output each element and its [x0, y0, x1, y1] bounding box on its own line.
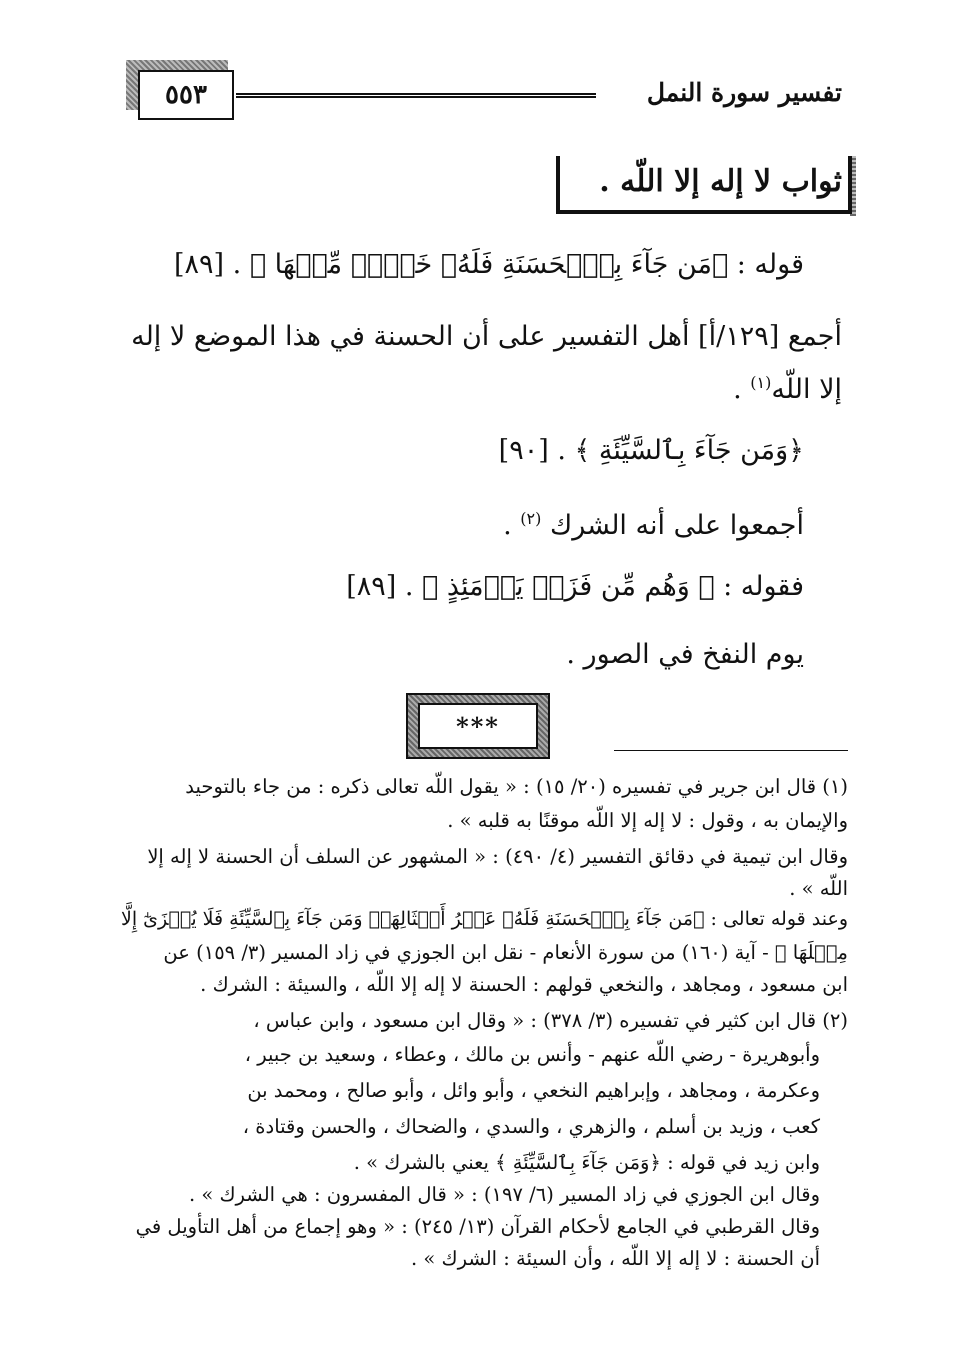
body-line-5-text: أجمعوا على أنه الشرك — [541, 510, 804, 541]
body-line-5 — [503, 500, 804, 545]
body-line-5-end: . — [503, 510, 521, 541]
body-line-3-text: إلا اللّه — [771, 374, 842, 405]
footnote-1-line-4: اللّه » . — [789, 877, 848, 900]
footnote-rule — [614, 750, 848, 751]
footnote-2-line-4: كعب ، وزيد بن أسلم ، والزهري ، والسدي ، والضحاك ، والحسن وقتادة ، — [242, 1115, 820, 1138]
footnote-1-line-7: ابن مسعود ، ومجاهد ، والنخعي قولهم : الحسنة لا إله إلا اللّه ، والسيئة : الشرك . — [200, 973, 848, 996]
body-line-7: يوم النفخ في الصور . — [566, 639, 804, 670]
body-line-4: ﴿وَمَن جَآءَ بِٱلسَّيِّئَةِ ﴾ . [٩٠] — [498, 435, 804, 466]
footnote-ref-1: (١) — [750, 373, 772, 392]
body-line-6: فقوله : ﴿ وَهُم مِّن فَزَعٖ يَوۡمَئِذٍ ﴾ . [٨٩] — [346, 571, 804, 602]
footnote-ref-2: (٢) — [520, 509, 542, 528]
section-heading: ثواب لا إله إلا اللّه . — [599, 164, 842, 199]
footnote-2-line-6: وقال ابن الجوزي في زاد المسير (٦/ ١٩٧) : « قال المفسرون : هي الشرك » . — [188, 1183, 820, 1206]
footnote-2-line-3: وعكرمة ، ومجاهد ، وإبراهيم النخعي ، وأبو وائل ، وأبو صالح ، ومحمد بن — [247, 1079, 820, 1102]
header-rule — [236, 93, 596, 98]
footnote-1-line-1: (١) قال ابن جرير في تفسيره (٢٠/ ١٥) : « يقول اللّه تعالى ذكره : من جاء بالتوحيد — [185, 775, 848, 798]
footnote-2-line-5: وابن زيد في قوله : ﴿وَمَن جَآءَ بِٱلسَّيِّئَةِ ﴾ يعني بالشرك » . — [353, 1151, 820, 1174]
body-line-3 — [733, 364, 842, 409]
body-line-1: قوله : ﴿مَن جَآءَ بِٱلۡحَسَنَةِ فَلَهُۥ خَيۡرٞ مِّنۡهَا ﴾ . [٨٩] — [173, 249, 804, 280]
footnote-1-line-6: مِثۡلَهَا ﴾ - آية (١٦٠) من سورة الأنعام - نقل ابن الجوزي في زاد المسير (٣/ ١٥٩) عن — [163, 941, 848, 964]
footnote-2-line-2: وأبوهريرة - رضي اللّه عنهم - وأنس بن مالك ، وعطاء ، وسعيد بن جبير ، — [244, 1043, 820, 1066]
stars-box — [418, 703, 538, 749]
footnote-1-line-2: والإيمان به ، وقول : لا إله إلا اللّه موقنًا به قلبه » . — [447, 809, 848, 832]
page-number: ٥٥٣ — [165, 80, 207, 110]
footnote-2-line-8: أن الحسنة : لا إله إلا اللّه ، وأن السيئة : الشرك » . — [410, 1247, 820, 1270]
footnote-2-line-1: (٢) قال ابن كثير في تفسيره (٣/ ٣٧٨) : « وقال ابن مسعود ، وابن عباس ، — [253, 1009, 848, 1032]
stars-separator: *** — [456, 711, 500, 741]
footnote-2-line-7: وقال القرطبي في الجامع لأحكام القرآن (١٣/ ٢٤٥) : « وهو إجماع من أهل التأويل في — [135, 1215, 820, 1238]
body-line-2: أجمع [١٢٩/أ] أهل التفسير على أن الحسنة في هذا الموضع لا إله — [131, 321, 842, 352]
running-title: تفسير سورة النمل — [646, 78, 842, 107]
page-number-box — [138, 70, 234, 120]
footnote-1-line-5: وعند قوله تعالى : ﴿مَن جَآءَ بِٱلۡحَسَنَةِ فَلَهُۥ عَشۡرُ أَمۡثَالِهَاۖ وَمَن جَآءَ بِٱلسَّيِّئَةِ فَلَا يُجۡزَىٰٓ إِلَّا — [121, 908, 848, 930]
body-line-3-end: . — [733, 374, 751, 405]
footnote-1-line-3: وقال ابن تيمية في دقائق التفسير (٤/ ٤٩٠) : « المشهور عن السلف أن الحسنة لا إله إلا — [147, 845, 848, 868]
